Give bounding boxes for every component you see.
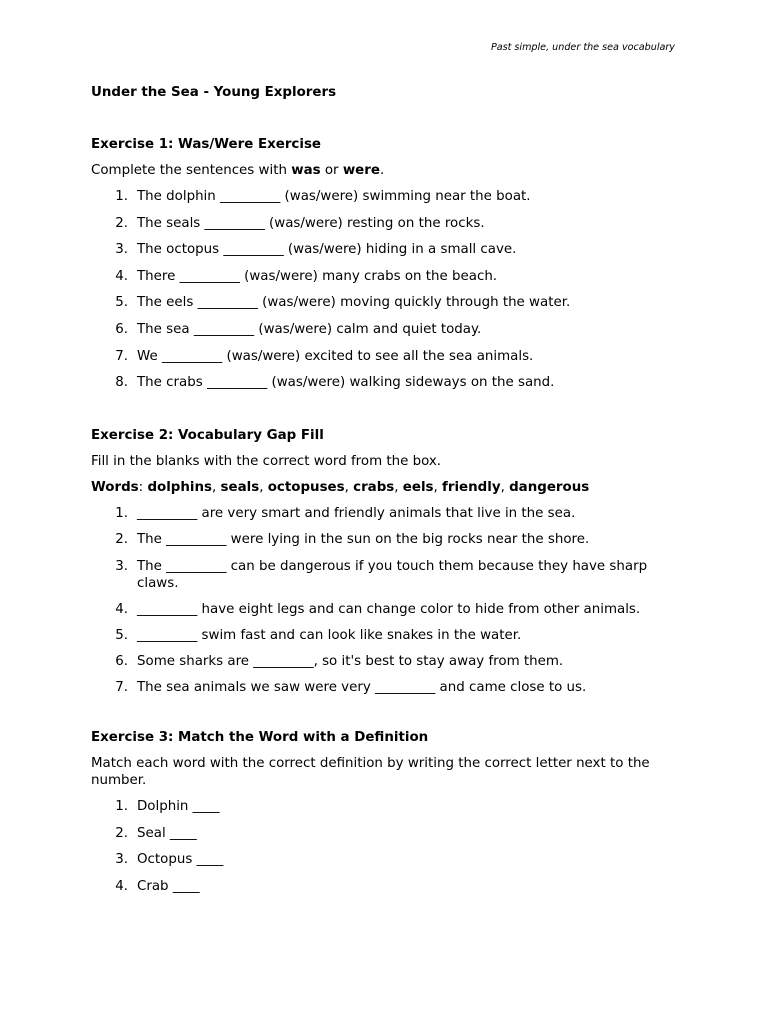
item-text: _________ swim fast and can look like snakes in the water. xyxy=(137,627,522,643)
item-text: _________ have eight legs and can change color to hide from other animals. xyxy=(137,601,641,617)
list-item xyxy=(91,188,681,205)
item-number: 5. xyxy=(115,627,128,643)
item-text: The _________ can be dangerous if you touch them because they have sharp claws. xyxy=(137,558,648,591)
item-text: Crab ____ xyxy=(137,879,200,895)
exercise-3-section xyxy=(91,729,681,895)
item-number: 7. xyxy=(115,680,128,696)
item-text: The eels _________ (was/were) moving quickly through the water. xyxy=(137,295,571,311)
item-number: 2. xyxy=(115,215,128,231)
item-number: 2. xyxy=(115,532,128,548)
list-item xyxy=(91,851,681,868)
word-bank-word: octopuses xyxy=(267,480,345,496)
document-body xyxy=(91,84,681,905)
exercise-1-instruction xyxy=(91,162,681,179)
item-number: 3. xyxy=(115,852,128,868)
item-text: Some sharks are _________, so it's best to stay away from them. xyxy=(137,654,564,670)
page-title: Under the Sea - Young Explorers xyxy=(91,85,337,100)
list-item xyxy=(91,878,681,895)
item-number: 3. xyxy=(115,558,128,574)
list-item xyxy=(91,294,681,311)
item-number: 8. xyxy=(115,375,128,391)
list-item xyxy=(91,374,681,391)
exercise-1-list xyxy=(91,188,681,391)
list-item xyxy=(91,505,681,522)
instruction-text: Complete the sentences with xyxy=(91,163,292,178)
instruction-keyword-were: were xyxy=(342,163,380,178)
word-bank-word: dangerous xyxy=(509,480,590,496)
exercise-3-title: Exercise 3: Match the Word with a Definition xyxy=(91,730,429,746)
instruction-keyword-was: was xyxy=(291,163,321,178)
word-bank-word: dolphins xyxy=(147,480,213,496)
list-item xyxy=(91,241,681,258)
exercise-3-instruction: Match each word with the correct definition by writing the correct letter next to the number. xyxy=(91,756,650,789)
item-number: 6. xyxy=(115,654,128,670)
exercise-2-instruction: Fill in the blanks with the correct word from the box. xyxy=(91,454,442,470)
item-text: _________ are very smart and friendly animals that live in the sea. xyxy=(137,506,576,522)
item-number: 1. xyxy=(115,799,128,815)
list-item xyxy=(91,627,681,644)
item-text: Octopus ____ xyxy=(137,852,224,868)
item-text: Seal ____ xyxy=(137,825,197,841)
word-bank: Words: dolphins, seals, octopuses, crabs, eels, friendly, dangerous xyxy=(91,480,590,496)
list-item xyxy=(91,825,681,842)
item-number: 5. xyxy=(115,295,128,311)
list-item xyxy=(91,321,681,338)
item-text: We _________ (was/were) excited to see all the sea animals. xyxy=(137,348,534,364)
instruction-text: . xyxy=(379,163,385,178)
item-number: 4. xyxy=(115,268,128,284)
item-text: The octopus _________ (was/were) hiding in a small cave. xyxy=(137,242,517,258)
list-item xyxy=(91,531,681,548)
exercise-2-section xyxy=(91,427,681,696)
list-item xyxy=(91,215,681,232)
word-bank-word: crabs xyxy=(353,480,395,496)
exercise-2-title: Exercise 2: Vocabulary Gap Fill xyxy=(91,428,324,444)
item-number: 1. xyxy=(115,506,128,522)
exercise-1-title: Exercise 1: Was/Were Exercise xyxy=(91,137,322,152)
exercise-3-list xyxy=(91,798,681,895)
word-bank-word: seals xyxy=(220,480,260,496)
item-number: 7. xyxy=(115,348,128,364)
item-text: The crabs _________ (was/were) walking sideways on the sand. xyxy=(137,375,555,391)
item-number: 3. xyxy=(115,242,128,258)
item-text: The sea _________ (was/were) calm and quiet today. xyxy=(137,321,482,337)
item-text: The sea animals we saw were very _________ and came close to us. xyxy=(137,680,587,696)
list-item xyxy=(91,348,681,365)
item-number: 1. xyxy=(115,189,128,204)
running-header: Past simple, under the sea vocabulary xyxy=(490,42,675,53)
list-item xyxy=(91,798,681,815)
item-text: The dolphin _________ (was/were) swimming near the boat. xyxy=(137,189,531,204)
item-text: Dolphin ____ xyxy=(137,799,220,815)
list-item xyxy=(91,653,681,670)
list-item xyxy=(91,268,681,285)
list-item xyxy=(91,558,681,592)
list-item xyxy=(91,601,681,618)
instruction-text: or xyxy=(320,163,343,178)
exercise-1-section xyxy=(91,136,681,391)
item-number: 4. xyxy=(115,879,128,895)
exercise-2-list xyxy=(91,505,681,696)
item-number: 2. xyxy=(115,825,128,841)
word-bank-separator: : xyxy=(138,480,148,496)
item-number: 6. xyxy=(115,321,128,337)
list-item xyxy=(91,679,681,696)
word-bank-word: eels xyxy=(402,480,434,496)
item-text: There _________ (was/were) many crabs on the beach. xyxy=(137,268,498,284)
item-text: The seals _________ (was/were) resting on the rocks. xyxy=(137,215,485,231)
word-bank-word: friendly xyxy=(442,480,501,496)
item-text: The _________ were lying in the sun on the big rocks near the shore. xyxy=(137,532,590,548)
item-number: 4. xyxy=(115,601,128,617)
word-bank-label: Words xyxy=(91,480,139,496)
